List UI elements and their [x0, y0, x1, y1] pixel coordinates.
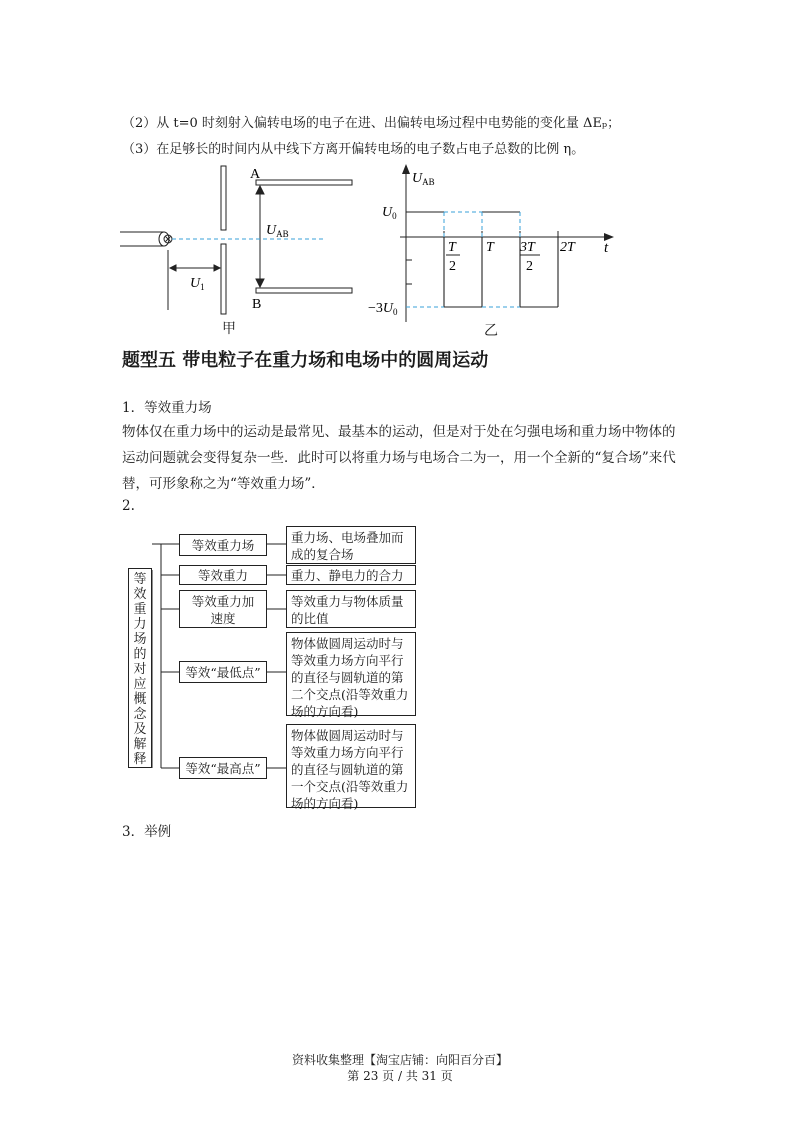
term-equivalent-gravity-field: 等效重力场 — [179, 534, 267, 556]
item-2-title: 2. — [122, 498, 135, 514]
item-1-body: 物体仅在重力场中的运动是最常见、最基本的运动，但是对于处在匀强电场和重力场中物体的运动问题就会变得复杂一些．此时可以将重力场与电场合二为一，用一个全新的“复合场”来代替，可形象称之为“等效重力场”． — [122, 424, 676, 492]
explain-equivalent-acceleration: 等效重力与物体质量的比值 — [286, 590, 416, 628]
figure-jia — [120, 160, 360, 340]
plate-b-shape — [256, 288, 352, 293]
tick-t: T — [486, 240, 494, 255]
axis-u-label: $U_{AB}$ — [412, 171, 435, 187]
u-ab-label: $U_{AB}$ — [266, 223, 289, 239]
u0-label: $U_0$ — [382, 205, 397, 221]
question-2: （2）从 t=0 时刻射入偏转电场的电子在进、出偏转电场过程中电势能的变化量 ΔEₚ； — [122, 116, 621, 131]
axis-t-label: t — [604, 240, 609, 256]
term-lowest-point: 等效“最低点” — [179, 661, 267, 683]
term-equivalent-gravity: 等效重力 — [179, 565, 267, 585]
accel-plate-upper — [221, 166, 226, 230]
term-equivalent-acceleration: 等效重力加速度 — [179, 590, 267, 628]
explain-lowest-point: 物体做圆周运动时与等效重力场方向平行的直径与圆轨道的第二个交点(沿等效重力场的方向看) — [286, 632, 416, 716]
explain-highest-point: 物体做圆周运动时与等效重力场方向平行的直径与圆轨道的第一个交点(沿等效重力场的方向看) — [286, 724, 416, 808]
footer-page-number: 第 23 页 / 共 31 页 — [347, 1069, 453, 1083]
explain-equivalent-gravity-field: 重力场、电场叠加而成的复合场 — [286, 526, 416, 564]
explain-equivalent-gravity: 重力、静电力的合力 — [286, 565, 416, 585]
concept-map — [124, 522, 424, 812]
waveform-dashes — [406, 212, 520, 307]
figure-yi — [360, 160, 620, 335]
figure-jia-caption: 甲 — [222, 321, 236, 337]
tick-3t-half-num: 3T — [520, 240, 535, 255]
question-3: （3）在足够长的时间内从中线下方离开偏转电场的电子数占电子总数的比例 η。 — [122, 142, 585, 157]
section-title: 题型五 带电粒子在重力场和电场中的圆周运动 — [122, 350, 489, 371]
accel-plate-lower — [221, 244, 226, 314]
term-highest-point: 等效“最高点” — [179, 757, 267, 779]
tick-t-half-num: T — [448, 240, 456, 255]
figure-yi-caption: 乙 — [484, 323, 498, 339]
plate-b-label: B — [252, 297, 262, 312]
footer-source: 资料收集整理【淘宝店铺：向阳百分百】 — [291, 1053, 508, 1067]
plate-a-label: A — [250, 167, 261, 182]
tick-t-half-den: 2 — [449, 259, 456, 274]
u1-label: $U_1$ — [190, 276, 205, 292]
tick-2t: 2T — [560, 240, 575, 255]
plate-a-shape — [256, 180, 352, 185]
neg-3u0-label: $-3U_0$ — [368, 301, 398, 317]
tick-3t-half-den: 2 — [526, 259, 533, 274]
concept-root: 等效重力场的对应概念及解释 — [128, 568, 152, 768]
item-1-title: 1．等效重力场 — [122, 400, 212, 416]
item-3-title: 3．举例 — [122, 824, 172, 840]
